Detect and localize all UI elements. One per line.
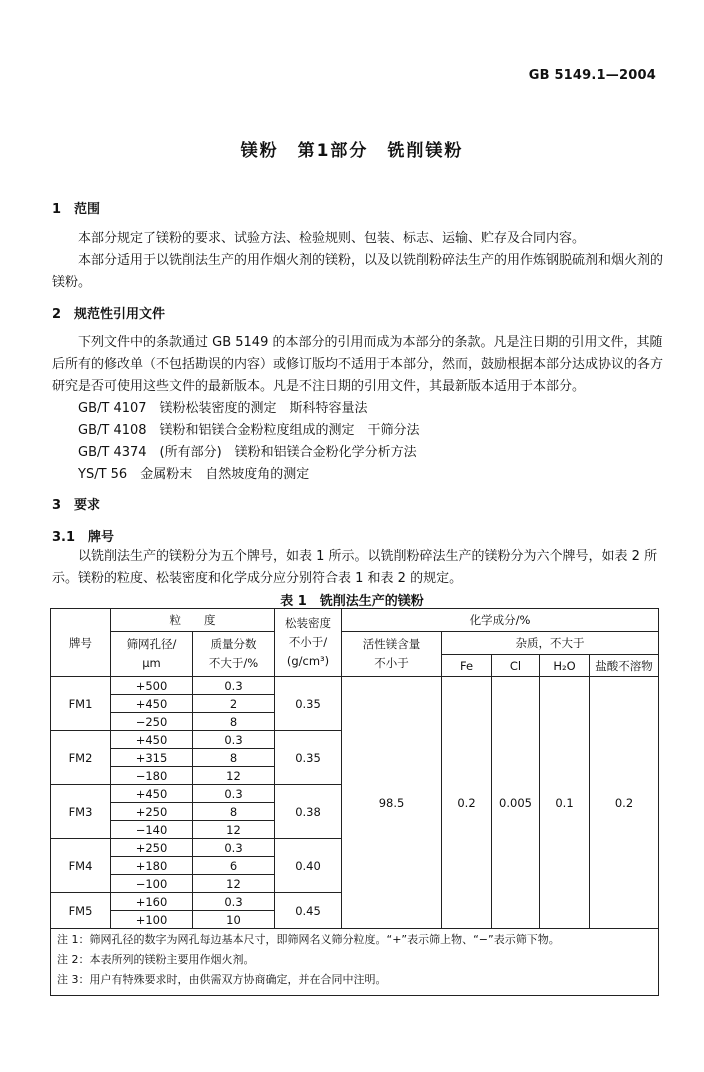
header-impurity: 杂质，不大于 — [442, 632, 659, 655]
table-note: 注 3：用户有特殊要求时，由供需双方协商确定，并在合同中注明。 — [51, 969, 659, 996]
density-cell: 0.45 — [275, 893, 342, 929]
grade-cell: FM4 — [51, 839, 111, 893]
mass-cell: 0.3 — [193, 893, 275, 911]
reference-item: YS/T 56 金属粉末 自然坡度角的测定 — [78, 467, 310, 482]
table-note: 注 2：本表所列的镁粉主要用作烟火剂。 — [51, 949, 659, 969]
grade-cell: FM1 — [51, 677, 111, 731]
header-grade: 牌号 — [51, 609, 111, 677]
section-1-paragraph-1: 本部分规定了镁粉的要求、试验方法、检验规则、包装、标志、运输、贮存及合同内容。 — [78, 231, 586, 246]
density-cell: 0.38 — [275, 785, 342, 839]
density-cell: 0.35 — [275, 731, 342, 785]
sieve-cell: +450 — [111, 731, 193, 749]
section-2-paragraph-1: 下列文件中的条款通过 GB 5149 的本部分的引用而成为本部分的条款。凡是注日期的引用文件，其随后所有的修改单（不包括勘误的内容）或修订版均不适用于本部分，然而，鼓励根据本部分达成协议的各方研究是否可使用这些文件的最新版本。凡是不注日期的引用文件，其最新版本适用于本部分。 — [52, 335, 664, 394]
header-sieve: 筛网孔径/ μm — [111, 632, 193, 677]
sieve-cell: −250 — [111, 713, 193, 731]
subsection-3-1-heading: 3.1 牌号 — [52, 530, 115, 545]
sieve-cell: +250 — [111, 803, 193, 821]
insoluble-cell: 0.2 — [590, 677, 659, 929]
grade-cell: FM3 — [51, 785, 111, 839]
sieve-cell: +100 — [111, 911, 193, 929]
fe-cell: 0.2 — [442, 677, 492, 929]
mass-cell: 2 — [193, 695, 275, 713]
header-bulk-density: 松装密度 不小于/ (g/cm³) — [275, 609, 342, 677]
sieve-cell: +160 — [111, 893, 193, 911]
header-h2o: H₂O — [540, 655, 590, 677]
active-mg-cell: 98.5 — [342, 677, 442, 929]
mass-cell: 12 — [193, 821, 275, 839]
magnesium-powder-table — [50, 608, 659, 996]
reference-item: GB/T 4374 (所有部分) 镁粉和铝镁合金粉化学分析方法 — [78, 445, 417, 460]
sieve-cell: +450 — [111, 695, 193, 713]
table-row — [51, 677, 659, 695]
mass-cell: 8 — [193, 803, 275, 821]
table-note: 注 1：筛网孔径的数字为网孔每边基本尺寸，即筛网名义筛分粒度。“+”表示筛上物、“−”表示筛下物。 — [51, 929, 659, 950]
header-chemical-composition: 化学成分/% — [342, 609, 659, 632]
section-2-heading: 2 规范性引用文件 — [52, 307, 166, 322]
section-1-heading: 1 范围 — [52, 202, 101, 217]
sieve-cell: −140 — [111, 821, 193, 839]
sieve-cell: +450 — [111, 785, 193, 803]
mass-cell: 6 — [193, 857, 275, 875]
reference-item: GB/T 4108 镁粉和铝镁合金粉粒度组成的测定 干筛分法 — [78, 423, 420, 438]
section-1-paragraph-2: 本部分适用于以铣削法生产的用作烟火剂的镁粉，以及以铣削粉碎法生产的用作炼钢脱硫剂和烟火剂的镁粉。 — [52, 253, 664, 290]
header-insoluble: 盐酸不溶物 — [590, 655, 659, 677]
h2o-cell: 0.1 — [540, 677, 590, 929]
mass-cell: 12 — [193, 767, 275, 785]
sieve-cell: −180 — [111, 767, 193, 785]
grade-cell: FM5 — [51, 893, 111, 929]
header-granularity: 粒 度 — [111, 609, 275, 632]
section-3-paragraph-1: 以铣削法生产的镁粉分为五个牌号，如表 1 所示。以铣削粉碎法生产的镁粉分为六个牌号，如表 2 所示。镁粉的粒度、松装密度和化学成分应分别符合表 1 和表 2 的规定。 — [52, 549, 658, 586]
sieve-cell: +250 — [111, 839, 193, 857]
mass-cell: 0.3 — [193, 731, 275, 749]
mass-cell: 0.3 — [193, 785, 275, 803]
mass-cell: 12 — [193, 875, 275, 893]
document-title: 镁粉 第1部分 铣削镁粉 — [240, 141, 464, 161]
header-mass-fraction: 质量分数 不大于/% — [193, 632, 275, 677]
mass-cell: 8 — [193, 749, 275, 767]
mass-cell: 10 — [193, 911, 275, 929]
mass-cell: 0.3 — [193, 677, 275, 695]
sieve-cell: +180 — [111, 857, 193, 875]
sieve-cell: +315 — [111, 749, 193, 767]
mass-cell: 8 — [193, 713, 275, 731]
standard-number: GB 5149.1—2004 — [528, 68, 656, 83]
grade-cell: FM2 — [51, 731, 111, 785]
header-cl: Cl — [492, 655, 540, 677]
density-cell: 0.40 — [275, 839, 342, 893]
sieve-cell: +500 — [111, 677, 193, 695]
sieve-cell: −100 — [111, 875, 193, 893]
table-caption: 表 1 铣削法生产的镁粉 — [280, 594, 424, 609]
section-3-heading: 3 要求 — [52, 498, 101, 513]
header-fe: Fe — [442, 655, 492, 677]
density-cell: 0.35 — [275, 677, 342, 731]
mass-cell: 0.3 — [193, 839, 275, 857]
header-active-magnesium: 活性镁含量 不小于 — [342, 632, 442, 677]
cl-cell: 0.005 — [492, 677, 540, 929]
reference-item: GB/T 4107 镁粉松装密度的测定 斯科特容量法 — [78, 401, 368, 416]
